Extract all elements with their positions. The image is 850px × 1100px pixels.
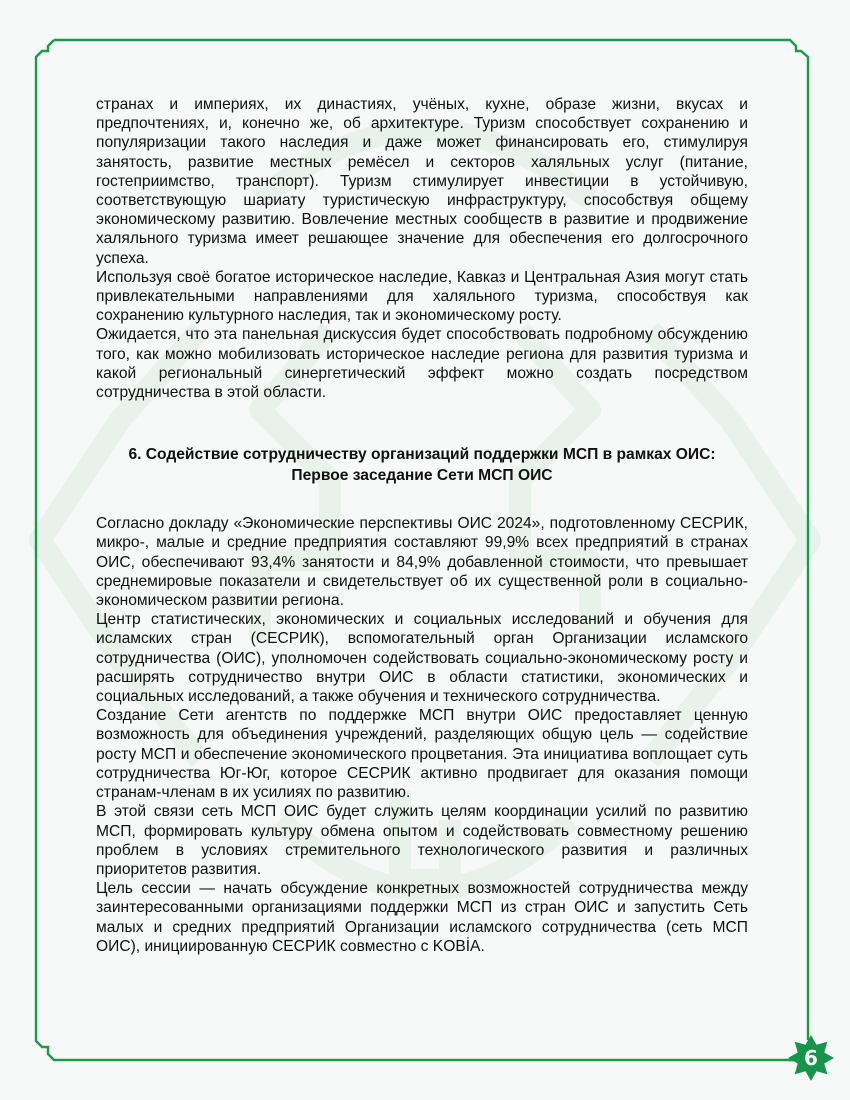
section-heading-line-1: 6. Содействие сотрудничеству организаций поддержки МСП в рамках ОИС: — [128, 446, 716, 464]
page-content — [96, 95, 748, 956]
intro-paragraph: Ожидается, что эта панельная дискуссия будет способствовать подробному обсуждению того, как можно мобилизовать историческое наследие региона для развития туризма и какой региональный синергетический эффект можно создать посредством сотрудничества в этой области. — [96, 326, 748, 402]
section-paragraph: Создание Сети агентств по поддержке МСП внутри ОИС предоставляет ценную возможность для объединения учреждений, разделяющих общую цель — содействие росту МСП и обеспечение экономического процветания. Эта инициатива воплощает суть сотрудничества Юг-Юг, которое СЕСРИК активно продвигает для оказания помощи странам-членам в их усилиях по развитию. — [96, 707, 748, 802]
section-paragraph: В этой связи сеть МСП ОИС будет служить целям координации усилий по развитию МСП, формировать культуру обмена опытом и содействовать совместному решению проблем в условиях стремительного технологического развития и различных приоритетов развития. — [96, 803, 748, 878]
section-paragraph: Центр статистических, экономических и социальных исследований и обучения для исламских стран (СЕСРИК), вспомогательный орган Организации исламского сотрудничества (ОИС), уполномочен содействовать социально-экономическому росту и расширять сотрудничество внутри ОИС в области статистики, экономических и социальных исследований, а также обучения и технического сотрудничества. — [96, 611, 748, 706]
page-number-badge — [788, 1035, 834, 1081]
section-paragraph: Согласно докладу «Экономические перспективы ОИС 2024», подготовленному СЕСРИК, микро-, малые и средние предприятия составляют 99,9% всех предприятий в странах ОИС, обеспечивают 93,4% занятости и 84,9% добавленной стоимости, что превышает среднемировые показатели и свидетельствует об их существенной роли в социально-экономическом развитии региона. — [96, 515, 748, 610]
intro-paragraph: странах и империях, их династиях, учёных, кухне, образе жизни, вкусах и предпочтениях, и, конечно же, об архитектуре. Туризм способствует сохранению и популяризации такого наследия и даже может финансировать его, стимулируя занятость, развитие местных ремёсел и секторов халяльных услуг (питание, гостеприимство, транспорт). Туризм стимулирует инвестиции в устойчивую, соответствующую шариату туристическую инфраструктуру, способствуя общему экономическому развитию. Вовлечение местных сообществ в развитие и продвижение халяльного туризма имеет решающее значение для обеспечения его долгосрочного успеха. — [96, 96, 748, 267]
section-heading-line-2: Первое заседание Сети МСП ОИС — [291, 466, 553, 484]
section-heading — [96, 445, 748, 486]
section-paragraph: Цель сессии — начать обсуждение конкретных возможностей сотрудничества между заинтересованными организациями поддержки МСП из стран ОИС и запустить Сеть малых и средних предприятий Организации исламского сотрудничества (сеть МСП ОИС), инициированную СЕСРИК совместно с KOBİA. — [96, 880, 748, 955]
intro-paragraph: Используя своё богатое историческое наследие, Кавказ и Центральная Азия могут стать привлекательными направлениями для халяльного туризма, способствуя как сохранению культурного наследия, так и экономическому росту. — [96, 268, 748, 325]
page-number: 6 — [804, 1046, 818, 1070]
